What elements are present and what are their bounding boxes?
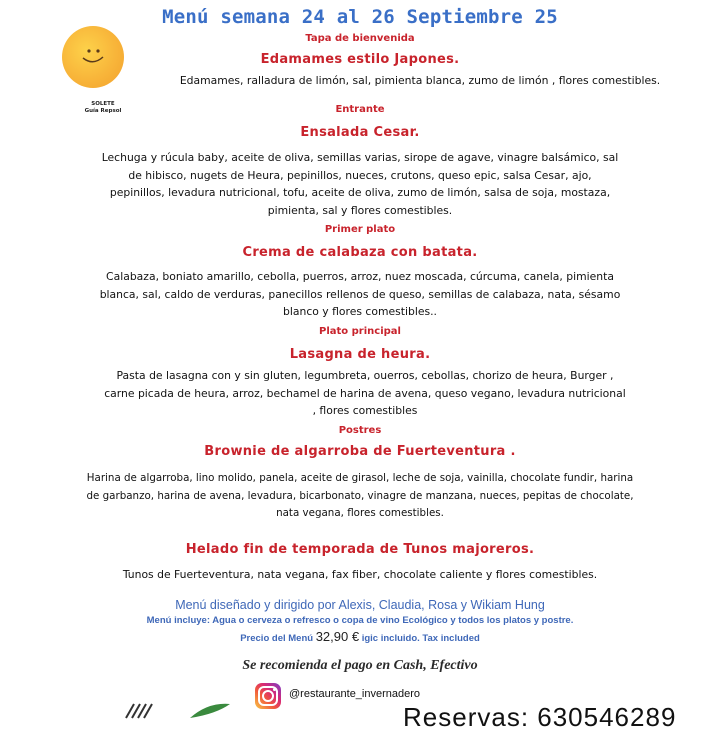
dish-name: Ensalada Cesar. [300,125,420,140]
course-label: Primer plato [324,224,396,235]
payment-note: Se recomienda el pago en Cash, Efectivo [242,658,478,673]
desc-line: blanca, sal, caldo de verduras, panecillos rellenos de queso, semillas de calabaza, nata, sésamo [99,287,621,301]
course-label: Postres [338,425,382,436]
desc-line: de hibisco, nugets de Heura, pepinillos, nueces, crutons, queso epic, salsa Cesar, ajo, [128,168,592,182]
course-label: Entrante [335,104,385,115]
repsol-label: Guía Repsol [84,108,122,114]
menu-price [0,629,720,644]
price-label: Precio del Menú [240,633,314,644]
desc-line: Harina de algarroba, lino molido, panela, aceite de girasol, leche de soja, vainilla, chocolate fundir, harina [86,472,634,484]
menu-includes: Menú incluye: Agua o cerveza o refresco o copa de vino Ecológico y todos los platos y postre. [146,615,574,626]
desc-line: Pasta de lasagna con y sin gluten, legumbreta, ouerros, cebollas, chorizo de heura, Burger , [116,369,614,382]
desc-line: carne picada de heura, arroz, bechamel de harina de avena, queso vegano, levadura nutricional [104,386,626,400]
dish-name: Crema de calabaza con batata. [242,245,478,260]
solete-label: SOLETE [91,101,115,107]
desc-line: Edamames, ralladura de limón, sal, pimienta blanca, zumo de limón , flores comestibles. [179,74,661,87]
dish-name: Edamames estilo Japones. [260,52,460,67]
desc-line: de garbanzo, harina de avena, levadura, bicarbonato, vinagre de manzana, nueces, pepitas de chocolate, [86,489,634,502]
desc-line: , flores comestibles [312,404,418,417]
desc-line: pepinillos, levadura nutricional, tofu, aceite de oliva, zumo de limón, salsa de soja, mostaza, [109,186,611,199]
course-label: Tapa de bienvenida [305,33,415,44]
reservation-phone: Reservas: 630546289 [403,702,677,732]
instagram-handle[interactable]: @restaurante_invernadero [289,688,421,700]
instagram-icon[interactable] [255,683,281,709]
dish-name: Helado fin de temporada de Tunos majoreros. [185,542,535,557]
desc-line: Tunos de Fuerteventura, nata vegana, fax fiber, chocolate caliente y flores comestibles. [122,568,598,581]
dish-description [0,470,720,523]
desc-line: blanco y flores comestibles.. [283,305,437,318]
cutlery-logo-icon [124,702,164,720]
dish-description [0,566,720,584]
dish-description [0,268,720,321]
course-label: Plato principal [319,326,401,337]
dish-name: Brownie de algarroba de Fuerteventura . [204,444,516,459]
desc-line: Lechuga y rúcula baby, aceite de oliva, semillas varias, sirope de agave, vinagre balsámico, sal [101,151,619,164]
desc-line: nata vegana, flores comestibles. [276,507,444,519]
price-note: igic incluido. Tax included [361,633,480,644]
desc-line: pimienta, sal y flores comestibles. [267,203,453,217]
dish-description [0,367,720,420]
desc-line: Calabaza, boniato amarillo, cebolla, puerros, arroz, nuez moscada, cúrcuma, canela, pimienta [106,270,614,283]
menu-title: Menú semana 24 al 26 Septiembre 25 [162,6,558,28]
price-value: 32,90 € [315,629,360,644]
menu-credits: Menú diseñado y dirigido por Alexis, Claudia, Rosa y Wikiam Hung [175,598,545,612]
leaf-logo-icon [188,700,232,720]
dish-description [0,149,720,219]
dish-name: Lasagna de heura. [289,347,431,362]
dish-description [120,72,720,90]
